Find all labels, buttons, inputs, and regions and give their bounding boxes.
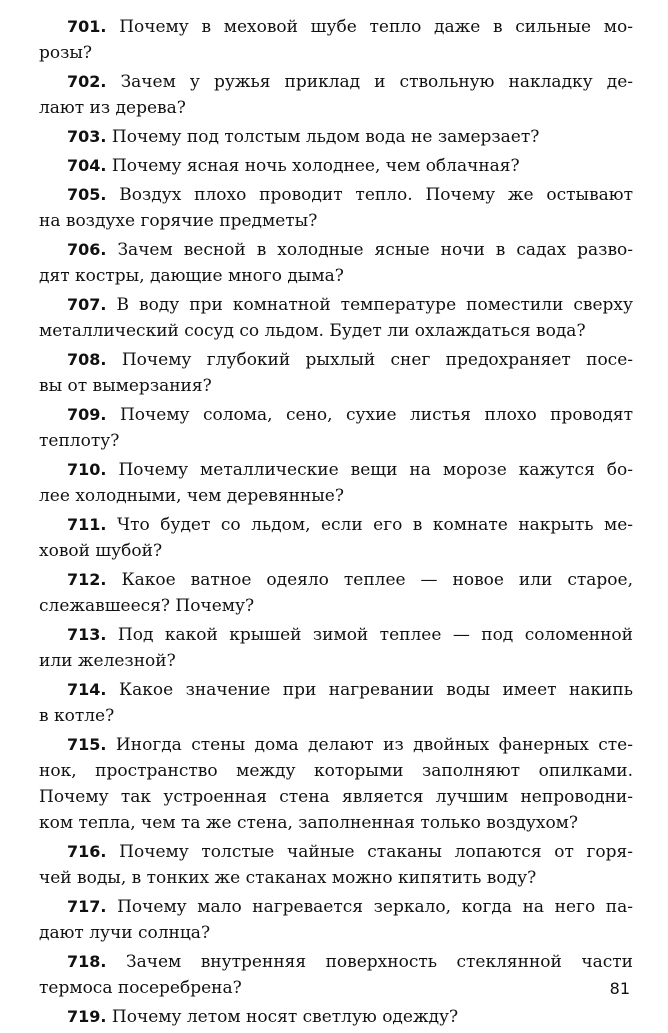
problem-item (39, 153, 633, 179)
problem-text: ховой шубой? (39, 541, 163, 561)
problem-number: 708. (67, 350, 107, 369)
problem-text-line (39, 810, 633, 836)
problem-text: Почему мало нагревается зеркало, когда на него па- (117, 897, 634, 917)
problem-text-line (39, 14, 633, 40)
problem-text-line (39, 567, 633, 593)
problem-text: металлический сосуд со льдом. Будет ли охлаждаться вода? (39, 321, 586, 341)
problem-item (39, 622, 633, 674)
problem-text-line (39, 732, 633, 758)
problem-text: лее холодными, чем деревянные? (39, 486, 344, 506)
problem-number: 719. (67, 1007, 107, 1026)
problem-text-line (39, 428, 633, 454)
problem-text-line (39, 402, 633, 428)
problem-list (39, 14, 633, 1033)
problem-text-line (39, 124, 633, 150)
problem-text: Иногда стены дома делают из двойных фанерных сте- (115, 735, 633, 755)
problem-text: Почему под толстым льдом вода не замерзает? (111, 127, 540, 147)
problem-text-line (39, 263, 633, 289)
problem-number: 702. (67, 72, 107, 91)
problem-text-line (39, 95, 633, 121)
problem-text: термоса посеребрена? (39, 978, 242, 998)
problem-text-line (39, 677, 633, 703)
problem-text-line (39, 69, 633, 95)
problem-number: 710. (67, 460, 107, 479)
problem-text-line (39, 865, 633, 891)
problem-item (39, 237, 633, 289)
problem-text: Какое ватное одеяло теплее — новое или старое, (121, 570, 633, 590)
problem-item (39, 949, 633, 1001)
page-number: 81 (609, 979, 630, 998)
problem-item (39, 292, 633, 344)
problem-item (39, 69, 633, 121)
problem-text-line (39, 593, 633, 619)
problem-number: 714. (67, 680, 107, 699)
problem-text-line (39, 920, 633, 946)
problem-text-line (39, 894, 633, 920)
problem-text-line (39, 182, 633, 208)
problem-text: Почему в меховой шубе тепло даже в сильные мо- (119, 17, 633, 37)
problem-text: вы от вымерзания? (39, 376, 212, 396)
problem-text-line (39, 512, 633, 538)
problem-text: В воду при комнатной температуре поместили сверху (116, 295, 633, 315)
problem-text: розы? (39, 43, 93, 63)
problem-text-line (39, 237, 633, 263)
problem-item (39, 1004, 633, 1030)
problem-text-line (39, 784, 633, 810)
problem-text: в котле? (39, 706, 115, 726)
problem-number: 707. (67, 295, 107, 314)
problem-text-line (39, 949, 633, 975)
problem-text-line (39, 622, 633, 648)
problem-text: ком тепла, чем та же стена, заполненная только воздухом? (39, 813, 579, 833)
problem-text-line (39, 457, 633, 483)
problem-text: Воздух плохо проводит тепло. Почему же остывают (119, 185, 633, 205)
problem-item (39, 347, 633, 399)
problem-text-line (39, 538, 633, 564)
problem-text: Зачем внутренняя поверхность стеклянной части (125, 952, 633, 972)
problem-text: Почему солома, сено, сухие листья плохо проводят (119, 405, 634, 425)
problem-text-line (39, 1004, 633, 1030)
problem-text-line (39, 40, 633, 66)
problem-item (39, 512, 633, 564)
problem-text: лают из дерева? (39, 98, 186, 118)
problem-item (39, 839, 633, 891)
problem-text: Почему летом носят светлую одежду? (111, 1007, 459, 1027)
problem-number: 713. (67, 625, 107, 644)
problem-item (39, 124, 633, 150)
problem-text: Почему толстые чайные стаканы лопаются от горя- (119, 842, 633, 862)
problem-number: 703. (67, 127, 107, 146)
problem-text-line (39, 292, 633, 318)
problem-text-line (39, 703, 633, 729)
problem-text-line (39, 347, 633, 373)
problem-text: слежавшееся? Почему? (39, 596, 255, 616)
problem-text-line (39, 839, 633, 865)
problem-text-line (39, 758, 633, 784)
problem-item (39, 14, 633, 66)
problem-text: дят костры, дающие много дыма? (39, 266, 344, 286)
problem-text: Зачем весной в холодные ясные ночи в садах разво- (117, 240, 633, 260)
problem-text: дают лучи солнца? (39, 923, 211, 943)
problem-text: Под какой крышей зимой теплее — под соломенной (117, 625, 633, 645)
problem-text: на воздухе горячие предметы? (39, 211, 318, 231)
problem-number: 712. (67, 570, 107, 589)
problem-item (39, 894, 633, 946)
problem-text: чей воды, в тонких же стаканах можно кипятить воду? (39, 868, 537, 888)
problem-text-line (39, 483, 633, 509)
problem-text-line (39, 975, 633, 1001)
problem-text-line (39, 648, 633, 674)
problem-text: Почему металлические вещи на морозе кажутся бо- (118, 460, 633, 480)
problem-text-line (39, 373, 633, 399)
problem-text-line (39, 318, 633, 344)
problem-number: 717. (67, 897, 107, 916)
problem-number: 706. (67, 240, 107, 259)
problem-text-line (39, 153, 633, 179)
problem-item (39, 457, 633, 509)
problem-number: 715. (67, 735, 107, 754)
problem-text: теплоту? (39, 431, 120, 451)
problem-number: 705. (67, 185, 107, 204)
problem-text: Почему глубокий рыхлый снег предохраняет посе- (121, 350, 634, 370)
problem-text: Какое значение при нагревании воды имеет накипь (118, 680, 634, 700)
problem-item (39, 567, 633, 619)
problem-number: 709. (67, 405, 107, 424)
problem-item (39, 182, 633, 234)
problem-item (39, 732, 633, 836)
problem-text: Почему ясная ночь холоднее, чем облачная? (111, 156, 520, 176)
problem-number: 718. (67, 952, 107, 971)
problem-number: 701. (67, 17, 107, 36)
problem-text: или железной? (39, 651, 176, 671)
problem-text: Почему так устроенная стена является лучшим непроводни- (39, 787, 633, 807)
problem-item (39, 402, 633, 454)
problem-number: 716. (67, 842, 107, 861)
problem-item (39, 677, 633, 729)
problem-text-line (39, 208, 633, 234)
problem-text: нок, пространство между которыми заполняют опилками. (39, 761, 633, 781)
problem-number: 711. (67, 515, 107, 534)
problem-text: Зачем у ружья приклад и ствольную накладку де- (120, 72, 634, 92)
problem-text: Что будет со льдом, если его в комнате накрыть ме- (116, 515, 634, 535)
problem-number: 704. (67, 156, 107, 175)
